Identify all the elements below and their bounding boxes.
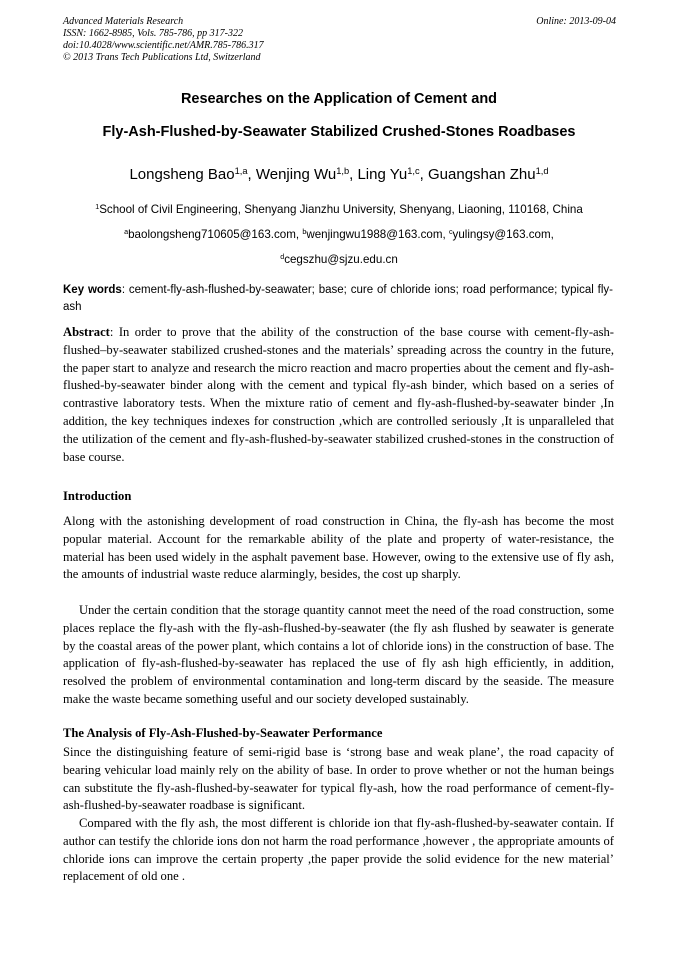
- author-sup: 1,d: [535, 165, 549, 176]
- title-line-2: Fly-Ash-Flushed-by-Seawater Stabilized Crushed-Stones Roadbases: [102, 124, 576, 140]
- author-sup: 1,b: [336, 165, 350, 176]
- author-name: Longsheng Bao: [129, 166, 235, 183]
- email-sup: b: [302, 227, 307, 237]
- author-sup: 1,a: [234, 165, 248, 176]
- author-name: Guangshan Zhu: [428, 166, 536, 183]
- abstract: [63, 324, 614, 466]
- title-line-1: Researches on the Application of Cement and: [180, 91, 498, 107]
- analysis-paragraph-1: Since the distinguishing feature of semi-rigid base is ‘strong base and weak plane’, the road capacity of bearing vehicular load mainly rely on the ability of base. In order to prove whether or not the human beings can substitute the fly-ash-flushed-by-seawater for typical fly-ash, how the road performance of cement-fly-ash-flushed-by-seawater roadbase is significant.: [63, 745, 614, 813]
- author-list: Longsheng Bao$^{1,a}$, Wenjing Wu$^{1,b}$, Ling Yu$^{1,c}$, Guangshan Zhu$^{1,d}$: [129, 165, 549, 183]
- intro-paragraph-2: Under the certain condition that the storage quantity cannot meet the need of the road construction, some places replace the fly-ash with the fly-ash-flushed-by-seawater (the fly ash flushed by seawater is generate by the coastal areas of the power plant, which contains a lot of chloride ions) in the construction of base. The application of fly-ash-flushed-by-seawater has replaced the use of fly ash high efficiently, in addition, resolved the problem of environmental contamination and long-term discard by the seaside. The measure make the waste became something useful and our society developed sustainably.: [63, 603, 614, 706]
- email-line-2: [30, 253, 648, 266]
- email-sup: a: [124, 227, 129, 237]
- journal-header: [63, 16, 616, 64]
- journal-name: Advanced Materials Research: [63, 16, 184, 27]
- keywords-text: : cement-fly-ash-flushed-by-seawater; base; cure of chloride ions; road performance; typical fly-ash: [63, 284, 613, 313]
- abstract-text: : In order to prove that the ability of the construction of the base course with cement-fly-ash-flushed–by-seawater stabilized crushed-stones and the materials’ spreading across the country in the future, the paper start to analyze and research the micro reaction and macro properties about the cement and fly-ash-flushed-by-seawater binder along with the cement and typical fly-ash binder, which based on a series of contrastive laboratory tests. When the mixture ratio of cement and fly-ash-flushed-by-seawater binder ,In addition, the key techniques indexes for construction ,which are controlled seriously ,It is unparalleled that the utilization of the cement and fly-ash-flushed-by-seawater stabilized crushed-stones in the construction of base course.: [63, 325, 614, 464]
- email-address: wenjingwu1988@163.com,: [306, 228, 449, 241]
- analysis-paragraph-2: Compared with the fly ash, the most different is chloride ion that fly-ash-flushed-by-seawater contain. If author can testify the chloride ions don not harm the road performance ,however , the appropriate amounts of chloride ions can improve the certain property ,the paper provide the solid evidence for the new material’ replacement of old one .: [63, 816, 614, 884]
- copyright-line: © 2013 Trans Tech Publications Ltd, Switzerland: [63, 52, 261, 63]
- keywords: [63, 282, 613, 316]
- affiliation-sup: 1: [95, 202, 100, 212]
- author-name: Ling Yu: [357, 166, 408, 183]
- email-address: cegszhu@sjzu.edu.cn: [284, 253, 398, 266]
- section-heading-introduction: Introduction: [63, 489, 132, 503]
- intro-paragraph-1: Along with the astonishing development of road construction in China, the fly-ash has become the most popular material. Account for the remarkable ability of the plate and property of water-resistance, the material has been used widely in the asphalt pavement base. However, owing to the extensive use of fly ash, the amounts of industrial waste reduce alarmingly, besides, the cost up sharply.: [63, 514, 614, 582]
- keywords-label: Key words: [63, 284, 122, 296]
- email-sup: c: [448, 227, 453, 237]
- email-line-1: [30, 228, 648, 241]
- doi-line: doi:10.4028/www.scientific.net/AMR.785-786.317: [63, 40, 264, 51]
- email-sup: d: [280, 252, 285, 262]
- section-heading-analysis: The Analysis of Fly-Ash-Flushed-by-Seawater Performance: [63, 726, 383, 740]
- author-sup: 1,c: [407, 165, 420, 176]
- affiliation: [30, 203, 648, 216]
- affiliation-text: School of Civil Engineering, Shenyang Jianzhu University, Shenyang, Liaoning, 110168, China: [99, 203, 583, 216]
- online-date: Online: 2013-09-04: [536, 16, 616, 27]
- email-address: yulingsy@163.com,: [452, 228, 554, 241]
- abstract-label: Abstract: [63, 325, 110, 339]
- email-address: baolongsheng710605@163.com,: [128, 228, 303, 241]
- issn-line: ISSN: 1662-8985, Vols. 785-786, pp 317-322: [63, 28, 243, 39]
- author-name: Wenjing Wu: [255, 166, 337, 183]
